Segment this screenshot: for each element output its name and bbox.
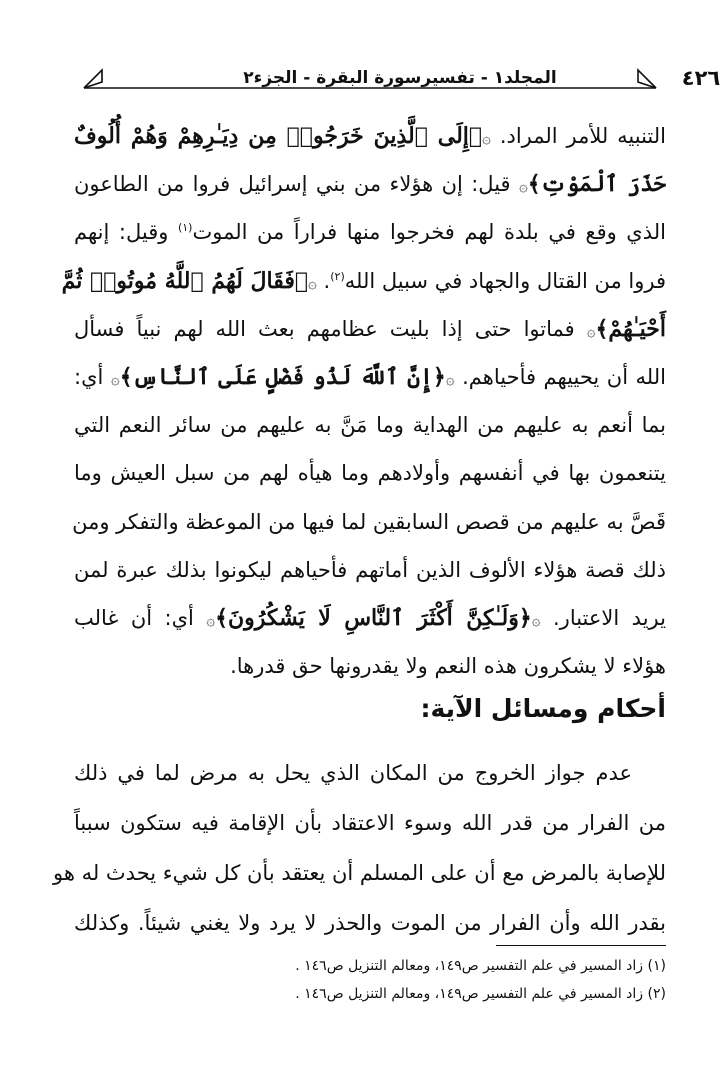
quran-verse: أَحْيَـٰهُمْ﴾ bbox=[595, 315, 666, 342]
footnote: (٢) زاد المسير في علم التفسير ص١٤٩، ومعالم التنزيل ص١٤٦ . bbox=[295, 986, 666, 1002]
text-line: يريد الاعتبار. ۞﴿وَلَـٰكِنَّ أَكْثَرَ ٱلنَّاسِ لَا يَشْكُرُونَ﴾۞ أي: أن غالب bbox=[74, 604, 666, 631]
quran-verse: ﴿فَقَالَ لَهُمُ ٱللَّهُ مُوتُوا۟ ثُمَّ bbox=[61, 267, 309, 294]
quran-verse: ﴿وَلَـٰكِنَّ أَكْثَرَ ٱلنَّاسِ لَا يَشْكُرُونَ﴾ bbox=[215, 604, 532, 631]
text-line: أَحْيَـٰهُمْ﴾۞ فماتوا حتى إذا بليت عظامهم بعث الله لهم نبياً فسأل bbox=[74, 315, 666, 342]
text-line: حَذَرَ ٱلْمَوْتِ﴾۞ قيل: إن هؤلاء من بني إسرائيل فروا من الطاعون bbox=[74, 171, 666, 198]
footnotes bbox=[66, 952, 666, 1008]
text-line: بما أنعم به عليهم من الهداية وما مَنَّ به عليهم من سائر النعم التي bbox=[74, 413, 666, 438]
text-line: الذي وقع في بلدة لهم فخرجوا منها فراراً من الموت$^{(١)}$ وقيل: إنهم bbox=[74, 220, 666, 245]
text-line: فروا من القتال والجهاد في سبيل الله$^{(٢)}$. ۞﴿فَقَالَ لَهُمُ ٱللَّهُ مُوتُوا۟ ثُمَّ bbox=[61, 267, 666, 294]
running-head: المجلد١ - تفسيرسورة البقرة - الجزء٢ bbox=[243, 68, 557, 88]
text-line: التنبيه للأمر المراد. ۞﴿إِلَى ٱلَّذِينَ خَرَجُوا۟ مِن دِيَـٰرِهِمْ وَهُمْ أُلُوفٌ bbox=[74, 123, 667, 149]
footnote: (١) زاد المسير في علم التفسير ص١٤٩، ومعالم التنزيل ص١٤٦ . bbox=[295, 958, 666, 974]
main-text bbox=[61, 112, 667, 690]
text-line: هؤلاء لا يشكرون هذه النعم ولا يقدرونها حق قدرها. bbox=[230, 654, 666, 679]
quran-verse: ﴿إِنَّ ٱللَّهَ لَذُو فَضْلٍ عَلَى ٱلنَّاسِ﴾ bbox=[119, 363, 446, 390]
text-line: يتنعمون بها في أنفسهم وأولادهم وما هيأه لهم من سبل العيش وما bbox=[74, 461, 666, 486]
quran-verse: ﴿إِلَى ٱلَّذِينَ خَرَجُوا۟ مِن دِيَـٰرِهِمْ وَهُمْ أُلُوفٌ bbox=[74, 123, 483, 149]
footnote-ref: (١) bbox=[177, 221, 193, 235]
footnote-divider bbox=[496, 945, 666, 946]
page-header bbox=[70, 60, 721, 100]
text-line: عدم جواز الخروج من المكان الذي يحل به مرض لما في ذلك bbox=[74, 761, 632, 785]
rulings-text bbox=[52, 748, 666, 948]
page-number: ٤٢٦ bbox=[681, 66, 721, 90]
text-line: من الفرار من قدر الله وسوء الاعتقاد بأن الإقامة فيه ستكون سبباً bbox=[74, 811, 666, 835]
footnote-ref: (٢) bbox=[330, 269, 345, 283]
quran-verse: حَذَرَ ٱلْمَوْتِ﴾ bbox=[527, 171, 666, 198]
text-line: بقدر الله وأن الفرار من الموت والحذر لا يرد ولا يغني شيئاً. وكذلك bbox=[74, 911, 666, 935]
text-line: الله أن يحييهم فأحياهم. ۞﴿إِنَّ ٱللَّهَ لَذُو فَضْلٍ عَلَى ٱلنَّاسِ﴾۞ أي: bbox=[74, 363, 666, 390]
text-line: ذلك قصة هؤلاء الألوف الذين أماتهم فأحياهم ليكونوا بذلك عبرة لمن bbox=[74, 557, 666, 582]
section-heading: أحكام ومسائل الآية: bbox=[420, 694, 666, 723]
text-line: للإصابة بالمرض مع أن على المسلم أن يعتقد بأن كل شيء يحدث له هو bbox=[52, 861, 666, 885]
text-line: قَصَّ به عليهم من قصص السابقين لما فيها من الموعظة والتفكر ومن bbox=[72, 509, 666, 534]
